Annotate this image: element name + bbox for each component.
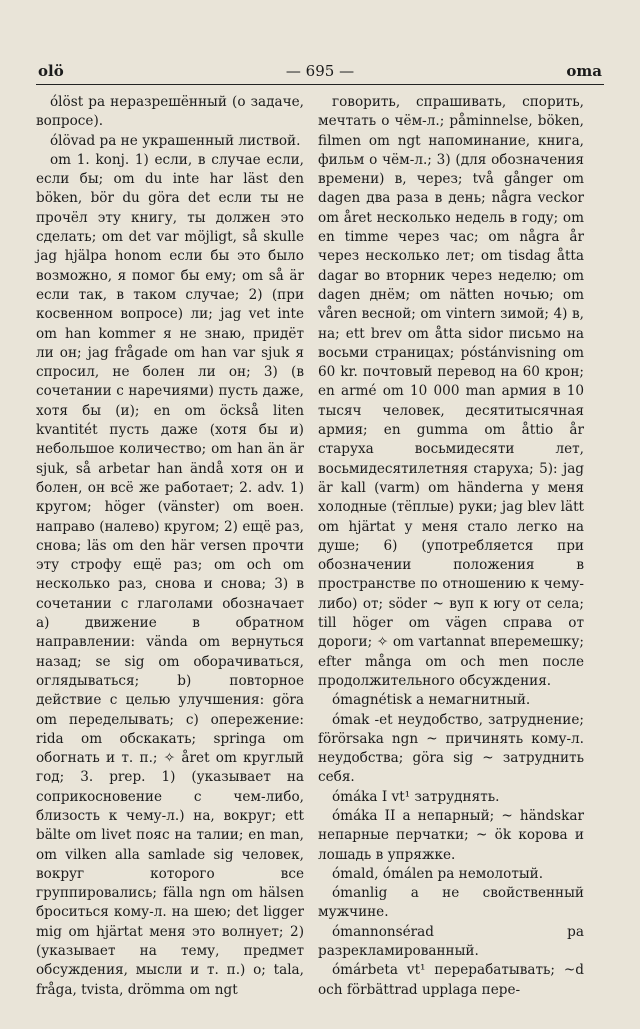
entry-olovad: ólövad pa не украшенный листвой. — [50, 132, 301, 149]
right-column — [318, 93, 584, 1000]
entry-omarbeta: ómárbeta vt¹ перерабатывать; ~d och förbättrad upplaga пере- — [318, 962, 584, 998]
entry-om-continued: говорить, спрашивать, спорить, мечтать о чём-л.; påminnelse, böken, filmen om ngt напоминание, книга, фильм о чём-л.; 3) (для обозначения времени) в, через; två gånger om dagen два раза в день; några veckor om året несколько недель в году; om en timme через час; om några år через несколько лет; om tisdag åtta dagar во вторник через неделю; om dagen днём; om nätten ночью; om våren весной; om vintern зимой; 4) в, на; ett brev om åtta sidor письмо на восьми страницах; póstánvisning om 60 kr. почтовый перевод на 60 крон; en armé om 10 000 man армия в 10 тысяч человек, десятитысячная армия; en gumma om åttio år старуха восьмидесяти лет, восьмидесятилетняя старуха; 5): jag är kall (varm) om händerna у меня холодные (тёплые) руки; jag blev lätt om hjärtat у меня стало легко на душе; 6) (употребляется при обозначении положения в пространстве по отношению к чему-либо) от; söder ~ вуп к югу от села; till höger om vägen справа от дороги; ✧ om vartannat вперемешку; efter många om och men после продолжительного обсуждения. — [318, 94, 584, 689]
page-number: — 695 — — [285, 62, 355, 80]
entry-olost: ólöst pa неразрешённый (о задаче, вопросе). — [36, 94, 304, 130]
header-rule — [36, 84, 604, 85]
left-column — [36, 93, 304, 1000]
entry-om: om 1. konj. 1) если, в случае если, если бы; om du inte har läst den böken, bör du göra det если ты не прочёл эту книгу, ты должен это сделать; om det var möjligt, så skulle jag hjälpa honom если бы это было возможно, я помог бы ему; om så är если так, в таком случае; 2) (при косвенном вопросе) ли; jag vet inte om han kommer я не знаю, придёт ли он; jag frågade om han var sjuk я спросил, не болен ли он; 3) (в сочетании с наречиями) пусть даже, хотя бы (и); en om öckså liten kvantitét пусть даже (хотя бы и) небольшое количество; om han än är sjuk, så arbetar han ändå хотя он и болен, он всё же работает; 2. adv. 1) кругом; höger (vänster) om воен. направо (налево) кругом; 2) ещё раз, снова; läs om den här versen прочти эту строфу ещё раз; om och om несколько раз, снова и снова; 3) в сочетании с глаголами обозначает a) движение в обратном направлении: vända om вернуться назад; se sig om оборачиваться, оглядываться; b) повторное действие с целью улучшения: göra om переделывать; c) опережение: rida om обскакать; springa om обогнать и т. п.; ✧ året om круглый год; 3. prep. 1) (указывает на соприкосновение с чем-либо, близость к чему-л.) на, вокруг; ett bälte om livet пояс на талии; en man, om vilken alla samlade sig человек, вокруг которого все группировались; fälla ngn om hälsen броситься кому-л. на шею; det ligger mig om hjärtat меня это волнует; 2) (указывает на тему, предмет обсуждения, мысли и т. п.) о; tala, fråga, tvista, drömma om ngt — [36, 151, 304, 998]
right-guide-word: oma — [566, 62, 602, 80]
entry-omaka-1: ómáka I vt¹ затруднять. — [332, 788, 500, 805]
entry-omak: ómak -et неудобство, затруднение; förörsaka ngn ~ причинять кому-л. неудобства; göra sig ~ затруднить себя. — [318, 711, 584, 786]
entry-omanlig: ómanlig a не свойственный мужчине. — [318, 885, 584, 921]
entry-omagnetisk: ómagnétisk a немагнитный. — [332, 692, 531, 709]
page-header — [36, 62, 604, 84]
entry-omannonserad: ómannonsérad pa разрекламированный. — [318, 923, 584, 960]
entry-omaka-2: ómáka II a непарный; ~ händskar непарные перчатки; ~ ök корова и лошадь в упряжке. — [318, 807, 584, 863]
entry-omald: ómald, ómálen pa немолотый. — [332, 865, 544, 882]
left-guide-word: olö — [38, 62, 64, 80]
